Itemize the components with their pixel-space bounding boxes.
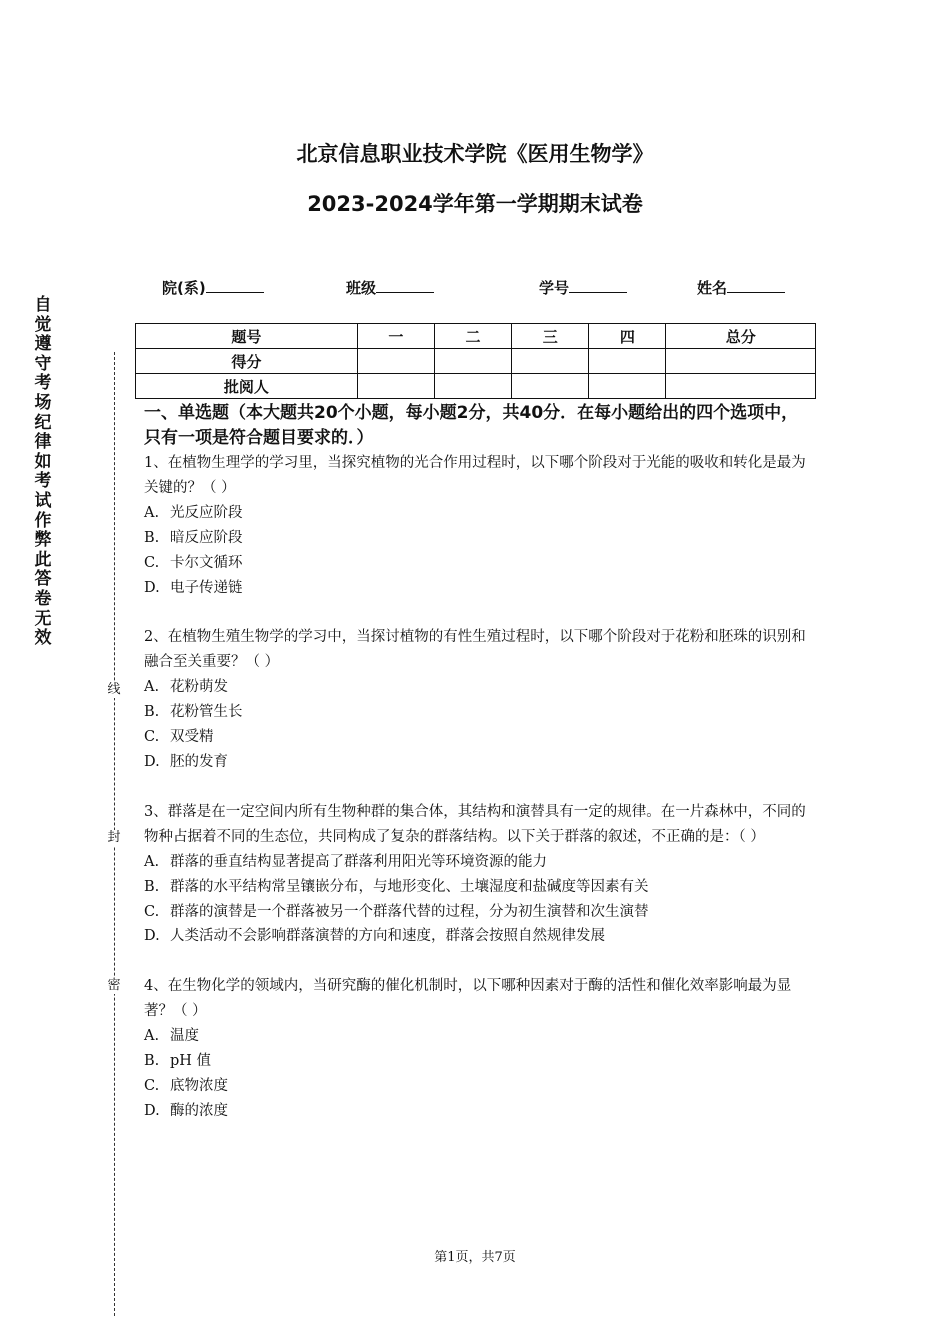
fill-blank[interactable] bbox=[727, 276, 785, 293]
score-table-header-cell: 四 bbox=[589, 324, 666, 349]
answer-option[interactable] bbox=[144, 526, 812, 551]
option-label: A. bbox=[144, 679, 160, 696]
score-cell[interactable] bbox=[434, 349, 511, 374]
option-label: A. bbox=[144, 504, 160, 521]
option-label: D. bbox=[144, 579, 160, 596]
exam-title-line1: 北京信息职业技术学院《医用生物学》 bbox=[296, 142, 654, 166]
info-field-department bbox=[162, 276, 264, 298]
score-table-header-cell: 二 bbox=[434, 324, 511, 349]
score-table-header-cell: 总分 bbox=[666, 324, 816, 349]
question-list bbox=[144, 451, 812, 1124]
sidebar-char: 此 bbox=[34, 549, 52, 570]
answer-option[interactable] bbox=[144, 725, 812, 750]
option-text: 电子传递链 bbox=[170, 579, 243, 596]
score-cell[interactable] bbox=[666, 349, 816, 374]
question-block bbox=[144, 625, 812, 774]
sidebar-char: 守 bbox=[34, 353, 52, 374]
info-label: 姓名 bbox=[697, 279, 728, 297]
score-cell[interactable] bbox=[357, 374, 434, 399]
option-text: 温度 bbox=[170, 1028, 199, 1045]
option-text: pH 值 bbox=[170, 1053, 212, 1070]
sidebar-char: 律 bbox=[34, 432, 52, 453]
question-text: 1、在植物生理学的学习里，当探究植物的光合作用过程时，以下哪个阶段对于光能的吸收和转化是最为关键的？（ ） bbox=[144, 455, 806, 496]
answer-option[interactable] bbox=[144, 900, 812, 925]
page-footer: 第1页，共7页 bbox=[434, 1250, 516, 1265]
option-text: 暗反应阶段 bbox=[170, 529, 243, 546]
answer-option[interactable] bbox=[144, 924, 812, 949]
score-table-header-row bbox=[136, 324, 816, 349]
score-cell[interactable] bbox=[589, 349, 666, 374]
option-label: C. bbox=[144, 903, 160, 920]
score-table-header-cell: 题号 bbox=[136, 324, 358, 349]
exam-title-line2: 2023-2024学年第一学期期末试卷 bbox=[307, 192, 643, 216]
answer-option[interactable] bbox=[144, 1024, 812, 1049]
sidebar-char: 考 bbox=[34, 471, 52, 492]
option-label: B. bbox=[144, 878, 160, 895]
answer-option[interactable] bbox=[144, 850, 812, 875]
option-label: A. bbox=[144, 1028, 160, 1045]
fill-blank[interactable] bbox=[376, 276, 434, 293]
sidebar-char: 试 bbox=[34, 490, 52, 511]
answer-option[interactable] bbox=[144, 576, 812, 601]
question-text: 2、在植物生殖生物学的学习中，当探讨植物的有性生殖过程时，以下哪个阶段对于花粉和胚珠的识别和融合至关重要？（ ） bbox=[144, 629, 806, 671]
score-row-label: 批阅人 bbox=[136, 374, 358, 399]
answer-option[interactable] bbox=[144, 700, 812, 725]
option-text: 群落的水平结构常呈镶嵌分布，与地形变化、土壤湿度和盐碱度等因素有关 bbox=[170, 878, 649, 895]
option-text: 酶的浓度 bbox=[170, 1102, 228, 1119]
option-label: B. bbox=[144, 529, 160, 546]
section-title: 一、单选题（本大题共20个小题，每小题2分，共40分．在每小题给出的四个选项中，只有一项是符合题目要求的．） bbox=[144, 403, 799, 448]
answer-option[interactable] bbox=[144, 501, 812, 526]
score-cell[interactable] bbox=[512, 349, 589, 374]
option-label: D. bbox=[144, 1102, 160, 1119]
option-label: B. bbox=[144, 704, 160, 721]
score-cell[interactable] bbox=[512, 374, 589, 399]
option-label: C. bbox=[144, 729, 160, 746]
option-text: 胚的发育 bbox=[170, 753, 228, 770]
option-text: 花粉管生长 bbox=[170, 704, 243, 721]
answer-option[interactable] bbox=[144, 1099, 812, 1124]
option-label: C. bbox=[144, 554, 160, 571]
sidebar-char: 场 bbox=[34, 392, 52, 413]
score-table-header-cell: 三 bbox=[512, 324, 589, 349]
fill-blank[interactable] bbox=[569, 276, 627, 293]
score-table-row bbox=[136, 349, 816, 374]
answer-option[interactable] bbox=[144, 551, 812, 576]
sidebar-char: 效 bbox=[34, 628, 52, 649]
exam-rules-sidebar bbox=[28, 296, 58, 649]
option-text: 花粉萌发 bbox=[170, 679, 228, 696]
info-label: 院(系) bbox=[162, 279, 206, 297]
question-block bbox=[144, 451, 812, 600]
sidebar-char: 作 bbox=[34, 510, 52, 531]
score-cell[interactable] bbox=[589, 374, 666, 399]
exam-content bbox=[144, 401, 812, 1149]
score-row-label: 得分 bbox=[136, 349, 358, 374]
answer-option[interactable] bbox=[144, 875, 812, 900]
option-text: 底物浓度 bbox=[170, 1077, 228, 1094]
option-label: A. bbox=[144, 853, 160, 870]
option-text: 群落的演替是一个群落被另一个群落代替的过程，分为初生演替和次生演替 bbox=[170, 903, 649, 920]
seal-mark-secret: 密 bbox=[107, 978, 121, 993]
sidebar-char: 遵 bbox=[34, 334, 52, 355]
seal-mark-line: 线 bbox=[107, 682, 121, 697]
sidebar-char: 答 bbox=[34, 569, 52, 590]
option-label: D. bbox=[144, 753, 160, 770]
info-field-class bbox=[346, 276, 434, 298]
answer-option[interactable] bbox=[144, 1049, 812, 1074]
question-block bbox=[144, 974, 812, 1123]
option-text: 人类活动不会影响群落演替的方向和速度，群落会按照自然规律发展 bbox=[170, 928, 605, 945]
answer-option[interactable] bbox=[144, 750, 812, 775]
seal-mark-seal: 封 bbox=[107, 830, 121, 845]
score-cell[interactable] bbox=[434, 374, 511, 399]
question-text: 4、在生物化学的领域内，当研究酶的催化机制时，以下哪种因素对于酶的活性和催化效率影响最为显著？（ ） bbox=[144, 978, 792, 1020]
sidebar-char: 无 bbox=[34, 608, 52, 629]
score-table-row bbox=[136, 374, 816, 399]
sidebar-char: 纪 bbox=[34, 412, 52, 433]
score-cell[interactable] bbox=[666, 374, 816, 399]
question-text: 3、群落是在一定空间内所有生物种群的集合体，其结构和演替具有一定的规律。在一片森林中，不同的物种占据着不同的生态位，共同构成了复杂的群落结构。以下关于群落的叙述，不正确的是：（ ） bbox=[144, 803, 806, 845]
option-text: 群落的垂直结构显著提高了群落利用阳光等环境资源的能力 bbox=[170, 853, 547, 870]
option-label: D. bbox=[144, 928, 160, 945]
score-table-header-cell: 一 bbox=[357, 324, 434, 349]
sidebar-char: 如 bbox=[34, 451, 52, 472]
sidebar-char: 考 bbox=[34, 373, 52, 394]
info-field-student-id bbox=[539, 276, 627, 298]
option-text: 卡尔文循环 bbox=[170, 554, 243, 571]
fill-blank[interactable] bbox=[206, 276, 264, 293]
option-text: 光反应阶段 bbox=[170, 504, 243, 521]
sidebar-char: 弊 bbox=[34, 530, 52, 551]
sidebar-char: 觉 bbox=[34, 314, 52, 335]
info-label: 班级 bbox=[346, 279, 377, 297]
sidebar-char: 卷 bbox=[34, 588, 52, 609]
option-label: B. bbox=[144, 1053, 160, 1070]
info-label: 学号 bbox=[539, 279, 570, 297]
answer-option[interactable] bbox=[144, 675, 812, 700]
question-block bbox=[144, 800, 812, 949]
sidebar-char: 自 bbox=[34, 295, 52, 315]
score-cell[interactable] bbox=[357, 349, 434, 374]
info-field-name bbox=[697, 276, 785, 298]
option-text: 双受精 bbox=[170, 729, 214, 746]
answer-option[interactable] bbox=[144, 1074, 812, 1099]
score-table bbox=[135, 323, 816, 399]
option-label: C. bbox=[144, 1077, 160, 1094]
